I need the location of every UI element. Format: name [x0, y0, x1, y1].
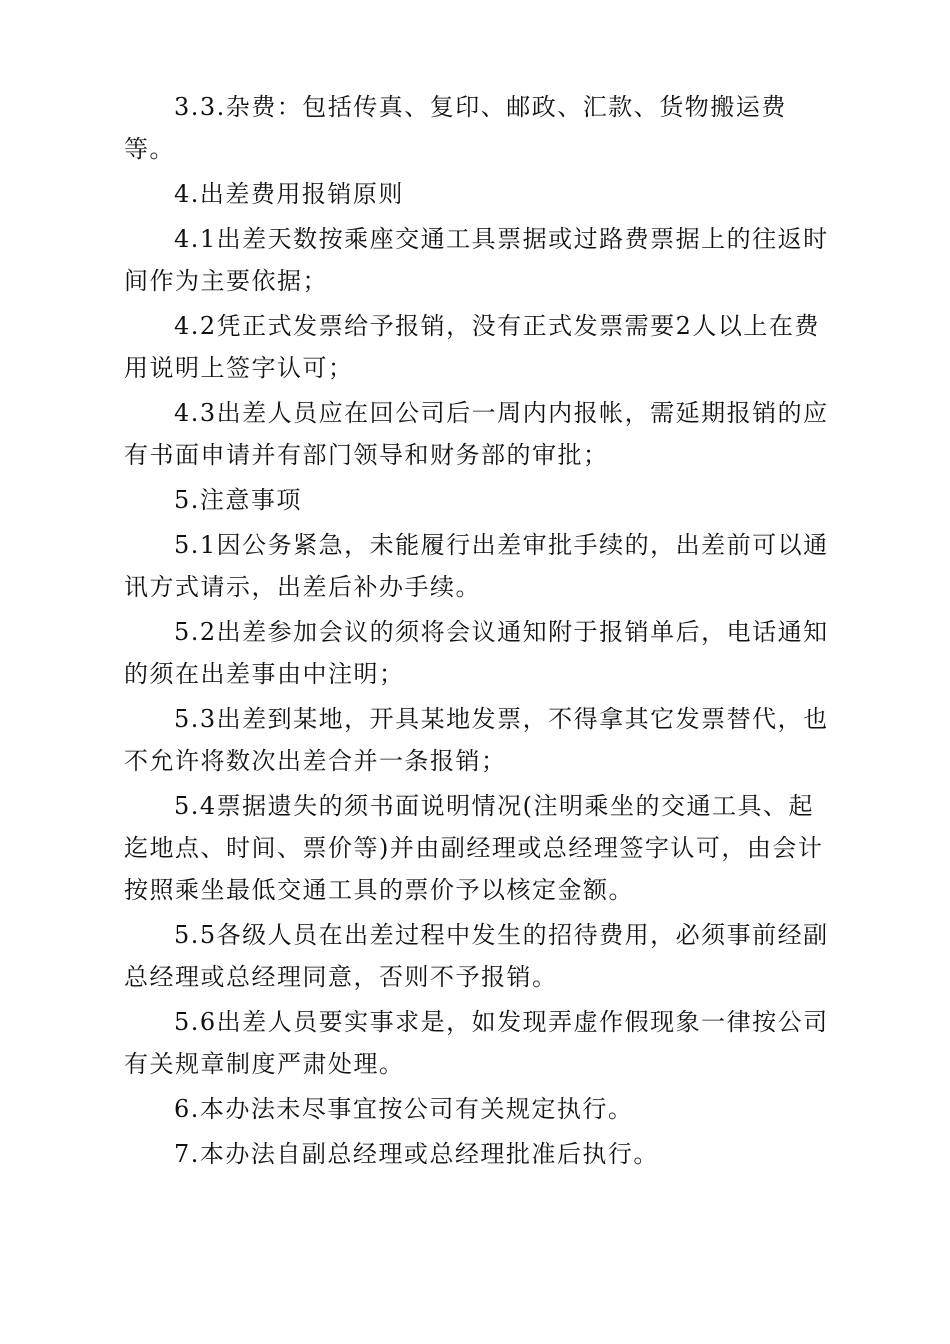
paragraph-7: 7.本办法自副总经理或总经理批准后执行。 — [174, 1140, 659, 1168]
paragraph-4-3: 4.3出差人员应在回公司后一周内内报帐，需延期报销的应有书面申请并有部门领导和财务部的审批； — [124, 399, 829, 469]
paragraph-3-3-misc-fees: 3.3.杂费：包括传真、复印、邮政、汇款、货物搬运费等。 — [124, 93, 787, 163]
document-body — [124, 86, 832, 1178]
heading-4-reimbursement-principles: 4.出差费用报销原则 — [174, 180, 404, 208]
paragraph-5-6: 5.6出差人员要实事求是，如发现弄虚作假现象一律按公司有关规章制度严肃处理。 — [124, 1008, 829, 1078]
paragraph-5-1: 5.1因公务紧急，未能履行出差审批手续的，出差前可以通讯方式请示，出差后补办手续。 — [124, 531, 829, 601]
paragraph-4-2: 4.2凭正式发票给予报销，没有正式发票需要2人以上在费用说明上签字认可； — [124, 312, 820, 382]
paragraph-5-4: 5.4票据遗失的须书面说明情况(注明乘坐的交通工具、起迄地点、时间、票价等)并由副经理或总经理签字认可，由会计按照乘坐最低交通工具的票价予以核定金额。 — [124, 792, 824, 904]
paragraph-5-2: 5.2出差参加会议的须将会议通知附于报销单后，电话通知的须在出差事由中注明； — [124, 618, 829, 688]
paragraph-5-5: 5.5各级人员在出差过程中发生的招待费用，必须事前经副总经理或总经理同意，否则不予报销。 — [124, 921, 829, 991]
paragraph-4-1: 4.1出差天数按乘座交通工具票据或过路费票据上的往返时间作为主要依据； — [124, 225, 829, 295]
heading-5-notes: 5.注意事项 — [174, 486, 302, 514]
paragraph-5-3: 5.3出差到某地，开具某地发票，不得拿其它发票替代，也不允许将数次出差合并一条报销； — [124, 705, 829, 775]
paragraph-6: 6.本办法未尽事宜按公司有关规定执行。 — [174, 1095, 634, 1123]
